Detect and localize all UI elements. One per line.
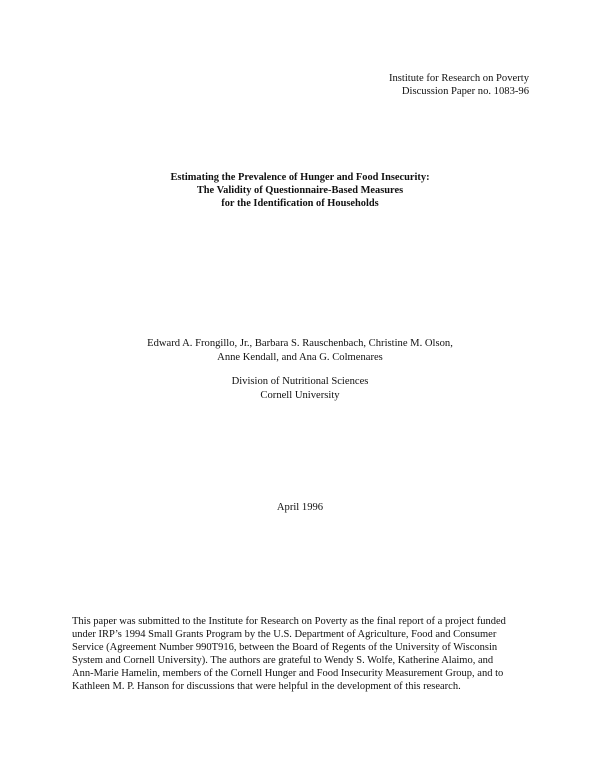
acknowledgment-line: Service (Agreement Number 990T916, between the Board of Regents of the University of Wisconsin xyxy=(72,642,498,653)
university-name: Cornell University xyxy=(260,389,340,401)
authors-line-1: Edward A. Frongillo, Jr., Barbara S. Rauschenbach, Christine M. Olson, xyxy=(147,338,453,349)
acknowledgment-line: Ann-Marie Hamelin, members of the Cornell Hunger and Food Insecurity Measurement Group, and to xyxy=(72,668,504,679)
author-list xyxy=(0,337,600,364)
discussion-paper-number: Discussion Paper no. 1083-96 xyxy=(401,86,529,97)
affiliation xyxy=(0,375,600,402)
authors-line-2: Anne Kendall, and Ana G. Colmenares xyxy=(217,351,383,363)
acknowledgment-line: System and Cornell University). The authors are grateful to Wendy S. Wolfe, Katherine Alaimo, and xyxy=(72,655,494,666)
title-line-3: for the Identification of Households xyxy=(221,198,379,209)
title-line-2: The Validity of Questionnaire-Based Measures xyxy=(196,185,404,196)
institute-name: Institute for Research on Poverty xyxy=(388,73,529,84)
division-name: Division of Nutritional Sciences xyxy=(231,376,369,387)
acknowledgment-paragraph xyxy=(72,615,542,693)
acknowledgment-line: Kathleen M. P. Hanson for discussions that were helpful in the development of this research. xyxy=(72,681,461,692)
publication-date: April 1996 xyxy=(276,502,324,513)
title-line-1: Estimating the Prevalence of Hunger and Food Insecurity: xyxy=(170,172,430,183)
acknowledgment-line: This paper was submitted to the Institute for Research on Poverty as the final report of a project funded xyxy=(72,616,506,627)
acknowledgment-line: under IRP’s 1994 Small Grants Program by the U.S. Department of Agriculture, Food and Consumer xyxy=(72,629,497,640)
paper-title xyxy=(0,171,600,210)
paper-header xyxy=(389,72,529,98)
